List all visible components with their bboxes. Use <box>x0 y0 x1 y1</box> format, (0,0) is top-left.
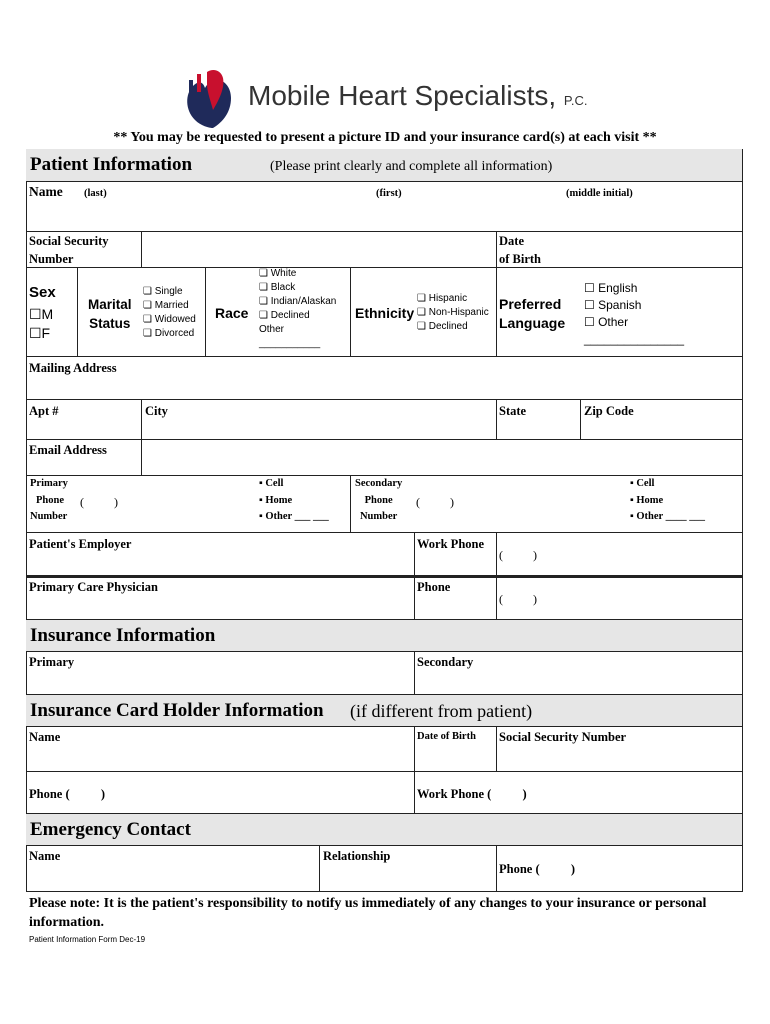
emergency-name-field[interactable] <box>26 846 320 892</box>
id-notice: ** You may be requested to present a picture ID and your insurance card(s) at each visit ** <box>113 130 657 145</box>
secondary-area-code: ( ) <box>416 495 454 509</box>
race-option-other[interactable]: Other <box>259 324 285 335</box>
cardholder-phone-label: Phone ( ) <box>29 787 106 801</box>
last-name-label: (last) <box>84 188 107 199</box>
state-label: State <box>499 404 527 418</box>
primary-insurance-field[interactable] <box>26 652 415 695</box>
secondary-phone-other[interactable]: ▪ Other ____ ___ <box>630 511 705 522</box>
primary-phone-home[interactable]: ▪ Home <box>259 494 293 506</box>
pcp-phone-paren: ( ) <box>499 592 537 606</box>
pcp-label: Primary Care Physician <box>29 580 158 594</box>
patient-info-subtitle: (Please print clearly and complete all information) <box>270 159 553 174</box>
first-name-label: (first) <box>376 188 402 199</box>
emergency-phone-label: Phone ( ) <box>499 862 576 876</box>
work-phone-paren: ( ) <box>499 548 537 562</box>
marital-status-label: Marital Status <box>88 297 132 331</box>
sex-option-f[interactable]: ☐F <box>29 325 51 341</box>
zip-label: Zip Code <box>584 404 634 418</box>
emergency-title: Emergency Contact <box>30 819 191 840</box>
emergency-name-label: Name <box>29 849 61 863</box>
secondary-insurance-label: Secondary <box>417 655 474 669</box>
middle-initial-label: (middle initial) <box>566 188 633 199</box>
race-option-declined[interactable]: ❏ Declined <box>259 310 310 321</box>
ethnicity-options[interactable] <box>417 292 489 334</box>
logo <box>183 66 233 130</box>
pcp-phone-label: Phone <box>417 580 451 594</box>
race-options[interactable] <box>259 267 336 351</box>
email-field[interactable] <box>142 440 743 476</box>
emergency-relationship-label: Relationship <box>323 849 391 863</box>
marital-option-married[interactable]: ❏ Married <box>143 300 189 311</box>
ethnicity-option-declined[interactable]: ❏ Declined <box>417 321 468 332</box>
apt-label: Apt # <box>29 404 59 418</box>
footer-note: Please note: It is the patient's responsibility to notify us immediately of any changes to your insurance or personal information. <box>29 896 707 930</box>
cardholder-title: Insurance Card Holder Information <box>30 700 324 721</box>
secondary-phone-label: Secondary Phone Number <box>355 478 403 522</box>
heart-logo-icon <box>183 66 233 130</box>
language-option-other[interactable]: ☐ Other <box>584 315 629 329</box>
primary-phone-label: Primary Phone Number <box>30 478 68 522</box>
cardholder-name-label: Name <box>29 730 61 744</box>
race-option-white[interactable]: ❏ White <box>259 268 297 279</box>
city-field[interactable] <box>142 400 497 440</box>
employer-label: Patient's Employer <box>29 537 132 551</box>
work-phone-label: Work Phone <box>417 537 485 551</box>
insurance-title: Insurance Information <box>30 625 216 646</box>
cardholder-work-phone-label: Work Phone ( ) <box>417 787 527 801</box>
primary-phone-other[interactable]: ▪ Other ___ ___ <box>259 511 329 522</box>
sex-options[interactable] <box>29 305 53 343</box>
sex-option-m[interactable]: ☐M <box>29 306 54 322</box>
ssn-label: Social Security Number <box>29 234 109 266</box>
race-option-indian-alaskan[interactable]: ❏ Indian/Alaskan <box>259 296 337 307</box>
language-option-english[interactable]: ☐ English <box>584 281 638 295</box>
ethnicity-label: Ethnicity <box>355 305 415 321</box>
marital-option-single[interactable]: ❏ Single <box>143 286 183 297</box>
marital-options[interactable] <box>143 285 196 341</box>
marital-option-widowed[interactable]: ❏ Widowed <box>143 314 196 325</box>
cardholder-dob-label: Date of Birth <box>417 731 476 742</box>
primary-insurance-label: Primary <box>29 655 75 669</box>
primary-area-code: ( ) <box>80 495 118 509</box>
secondary-phone-home[interactable]: ▪ Home <box>630 494 664 506</box>
patient-info-title: Patient Information <box>30 154 193 175</box>
race-option-black[interactable]: ❏ Black <box>259 282 296 293</box>
cardholder-subtitle: (if different from patient) <box>350 701 533 721</box>
primary-phone-cell[interactable]: ▪ Cell <box>259 478 284 489</box>
ethnicity-option-non-hispanic[interactable]: ❏ Non-Hispanic <box>417 307 489 318</box>
city-label: City <box>145 404 168 418</box>
email-label: Email Address <box>29 443 107 457</box>
cardholder-ssn-label: Social Security Number <box>499 730 627 744</box>
mailing-address-field[interactable] <box>26 357 743 400</box>
cardholder-name-field[interactable] <box>26 727 415 772</box>
ethnicity-option-hispanic[interactable]: ❏ Hispanic <box>417 293 468 304</box>
form-id: Patient Information Form Dec-19 <box>29 935 146 944</box>
language-option-spanish[interactable]: ☐ Spanish <box>584 298 642 312</box>
company-name: Mobile Heart Specialists, P.C. <box>248 80 588 111</box>
secondary-phone-cell[interactable]: ▪ Cell <box>630 478 655 489</box>
dob-label: Date of Birth <box>499 234 542 266</box>
marital-option-divorced[interactable]: ❏ Divorced <box>143 328 195 339</box>
secondary-phone-type[interactable] <box>630 476 705 526</box>
mailing-address-label: Mailing Address <box>29 361 117 375</box>
race-label: Race <box>215 305 249 321</box>
name-label: Name <box>29 184 63 199</box>
primary-phone-type[interactable] <box>259 476 329 526</box>
sex-label: Sex <box>29 284 56 301</box>
language-options[interactable] <box>584 280 684 348</box>
language-other-blank[interactable]: _______________ <box>584 332 685 346</box>
company-suffix: P.C. <box>563 93 588 108</box>
preferred-language-label: Preferred Language <box>499 296 566 331</box>
race-other-blank[interactable]: ___________ <box>259 338 321 349</box>
ssn-field[interactable] <box>142 232 497 268</box>
